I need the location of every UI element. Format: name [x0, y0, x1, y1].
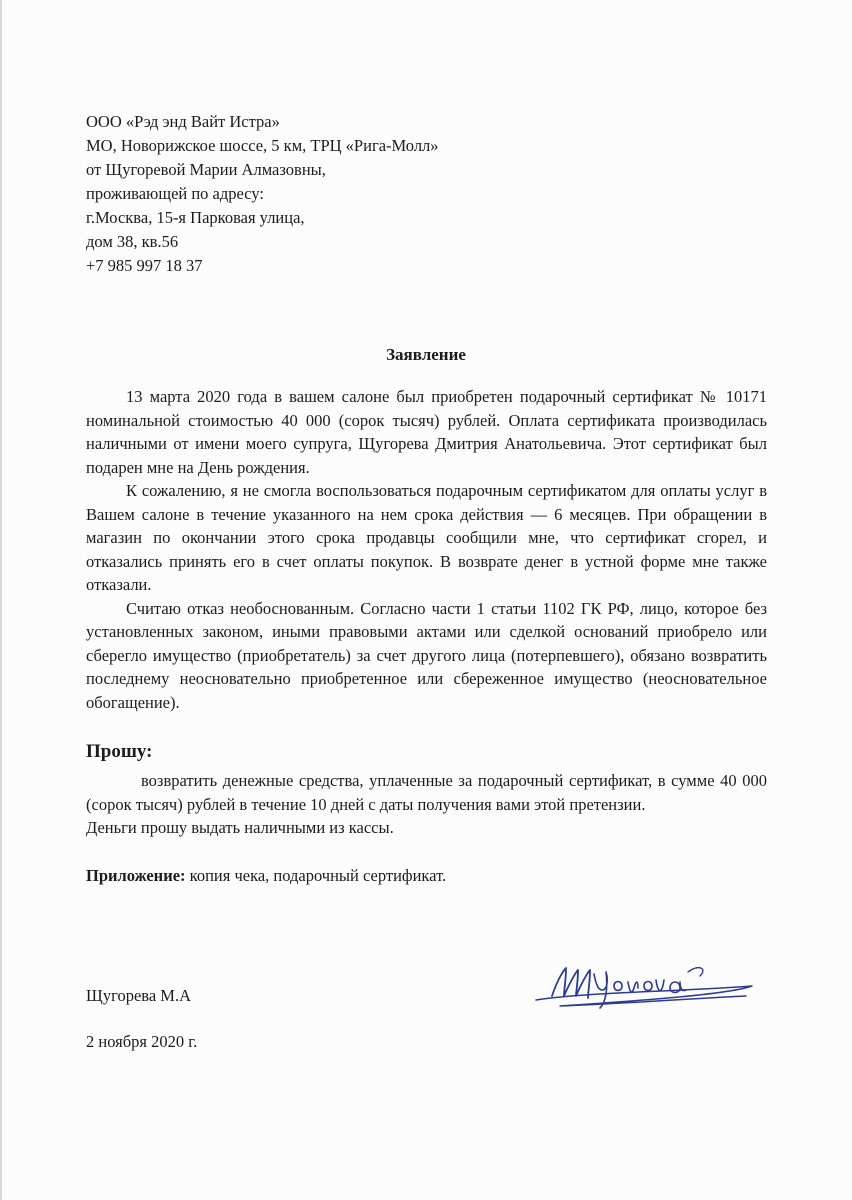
paragraph-refusal: К сожалению, я не смогла воспользоваться подарочным сертификатом для оплаты услуг в Вашем салоне в течение указанного на нем срока действия — 6 месяцев. При обращении в магазин по окончании этого срока продавцы сообщили мне, что сертификат сгорел, и отказались принять его в счет оплаты покупок. В возврате денег в устной форме мне также отказали.	[86, 481, 767, 594]
sender-house: дом 38, кв.56	[86, 232, 179, 251]
document-title: Заявление	[386, 345, 466, 364]
attachment-text: копия чека, подарочный сертификат.	[185, 866, 447, 885]
request-block	[86, 769, 767, 840]
request-heading: Прошу:	[86, 741, 153, 762]
sender-street: г.Москва, 15-я Парковая улица,	[86, 208, 305, 227]
statement-body	[86, 385, 767, 714]
sender-residence-label: проживающей по адресу:	[86, 184, 264, 203]
attachment-label: Приложение:	[86, 866, 186, 885]
paragraph-purchase: 13 марта 2020 года в вашем салоне был приобретен подарочный сертификат № 10171 номинальной стоимостью 40 000 (сорок тысяч) рублей. Оплата сертификата производилась наличными от имени моего супруга, Щугорева Дмитрия Анатольевича. Этот сертификат был подарен мне на День рождения.	[86, 387, 767, 477]
document-date: 2 ноября 2020 г.	[86, 1032, 198, 1051]
sender-name: от Щугоревой Марии Алмазовны,	[86, 160, 326, 179]
scan-edge	[0, 0, 2, 1200]
request-text: возвратить денежные средства, уплаченные за подарочный сертификат, в сумме 40 000 (сорок тысяч) рублей в течение 10 дней с даты получения вами этой претензии.	[86, 771, 767, 814]
request-cash-line: Деньги прошу выдать наличными из кассы.	[86, 818, 394, 837]
signer-name: Щугорева М.А	[86, 986, 192, 1005]
attachment-line	[86, 864, 446, 888]
addressee-company: ООО «Рэд энд Вайт Истра»	[86, 112, 280, 131]
handwritten-signature	[530, 958, 760, 1018]
paragraph-legal-basis: Считаю отказ необоснованным. Согласно части 1 статьи 1102 ГК РФ, лицо, которое без установленных законом, иными правовыми актами или сделкой оснований приобрело или сберегло имущество (приобретатель) за счет другого лица (потерпевшего), обязано возвратить последнему неосновательно приобретенное или сбереженное имущество (неосновательное обогащение).	[86, 598, 767, 712]
sender-phone: +7 985 997 18 37	[86, 256, 203, 275]
signature-strokes	[536, 968, 752, 1008]
addressee-block	[86, 110, 606, 278]
addressee-address: МО, Новорижское шоссе, 5 км, ТРЦ «Рига-Молл»	[86, 136, 439, 155]
